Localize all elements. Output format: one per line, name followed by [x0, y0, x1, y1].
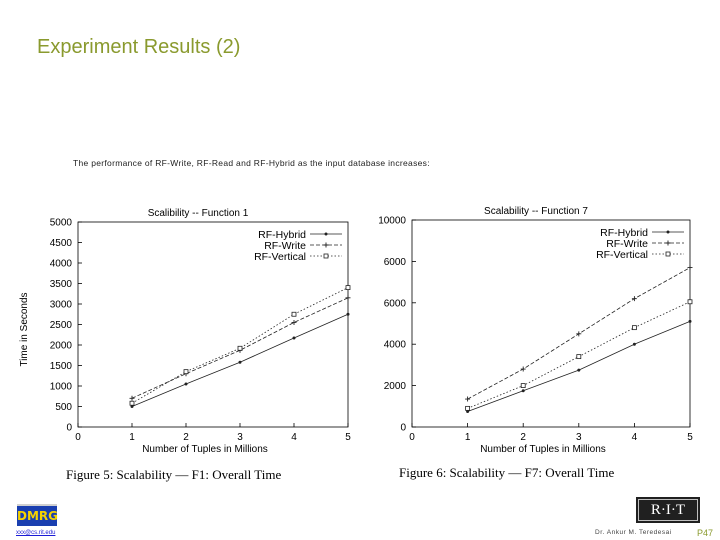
- scalability-f1-chart: [15, 195, 355, 460]
- series-line-rf-hybrid: [132, 314, 348, 406]
- data-point: [130, 396, 135, 401]
- legend-marker: [666, 241, 671, 246]
- data-point: [688, 300, 692, 304]
- data-point: [185, 382, 188, 385]
- data-point: [239, 361, 242, 364]
- y-tick-label: 500: [55, 402, 72, 413]
- rit-logo-text: R·I·T: [638, 499, 698, 521]
- data-point: [293, 337, 296, 340]
- y-tick-label: 6000: [383, 256, 406, 268]
- data-point: [465, 397, 470, 402]
- y-tick-label: 0: [400, 422, 406, 434]
- x-tick-label: 5: [687, 432, 693, 443]
- x-tick-label: 5: [345, 432, 351, 443]
- legend-marker: [666, 252, 670, 256]
- data-point: [292, 320, 297, 325]
- data-point: [346, 295, 351, 300]
- legend-label: RF-Write: [264, 240, 306, 252]
- x-axis-label: Number of Tuples in Millions: [142, 444, 268, 455]
- slide-subtitle: The performance of RF-Write, RF-Read and RF-Hybrid as the input database increases:: [73, 158, 430, 168]
- x-tick-label: 4: [631, 432, 638, 443]
- data-point: [632, 296, 637, 301]
- legend-marker: [324, 254, 328, 258]
- data-point: [466, 406, 470, 410]
- data-point: [689, 320, 692, 323]
- y-tick-label: 2000: [49, 340, 72, 352]
- data-point: [521, 367, 526, 372]
- data-point: [522, 389, 525, 392]
- y-tick-label: 5000: [49, 217, 72, 229]
- y-tick-label: 0: [66, 422, 72, 434]
- x-tick-label: 4: [291, 432, 297, 443]
- chart-title: Scalability -- Function 7: [484, 206, 588, 217]
- legend-label: RF-Vertical: [596, 249, 648, 261]
- y-tick-label: 4500: [49, 238, 72, 249]
- legend-label: RF-Hybrid: [258, 229, 306, 241]
- data-point: [130, 401, 134, 405]
- x-tick-label: 1: [129, 432, 135, 443]
- data-point: [292, 312, 296, 316]
- y-tick-label: 2500: [49, 320, 72, 331]
- x-tick-label: 3: [576, 432, 582, 443]
- data-point: [632, 326, 636, 330]
- data-point: [577, 369, 580, 372]
- y-axis-label: Time in Seconds: [19, 292, 30, 367]
- data-point: [347, 313, 350, 316]
- data-point: [238, 346, 242, 350]
- page-number: P47: [697, 528, 714, 538]
- x-tick-label: 2: [183, 432, 189, 443]
- data-point: [688, 265, 693, 270]
- figure-6-caption: Figure 6: Scalability — F7: Overall Time: [399, 465, 615, 480]
- x-tick-label: 1: [464, 432, 471, 443]
- data-point: [184, 370, 188, 374]
- y-tick-label: 1000: [49, 381, 72, 393]
- data-point: [633, 343, 636, 346]
- slide-title: Experiment Results (2): [37, 36, 241, 58]
- legend-marker: [667, 231, 670, 234]
- plot-frame: [78, 222, 348, 427]
- x-tick-label: 0: [75, 432, 81, 443]
- data-point: [576, 331, 581, 336]
- y-tick-label: 6000: [383, 298, 406, 310]
- legend-marker: [325, 233, 328, 236]
- data-point: [577, 355, 581, 359]
- y-tick-label: 4000: [49, 258, 72, 270]
- y-tick-label: 3000: [49, 299, 72, 311]
- chart-title: Scalibility -- Function 1: [147, 208, 249, 219]
- y-tick-label: 4000: [383, 339, 406, 351]
- legend-label: RF-Hybrid: [600, 227, 648, 239]
- figure-5-caption: Figure 5: Scalability — F1: Overall Time: [66, 467, 282, 482]
- scalability-f7-chart: [365, 195, 695, 460]
- rit-logo: [636, 497, 700, 523]
- series-line-rf-vertical: [132, 288, 348, 404]
- x-tick-label: 3: [237, 432, 243, 443]
- plot-frame: [412, 220, 690, 427]
- author-name: Dr. Ankur M. Teredesai: [595, 529, 672, 536]
- email-link[interactable]: xxx@cs.rit.edu: [16, 530, 56, 536]
- legend-label: RF-Write: [606, 238, 648, 250]
- x-tick-label: 0: [409, 432, 415, 443]
- dmrg-logo: DMRG: [17, 504, 57, 526]
- legend-marker: [324, 243, 329, 248]
- y-tick-label: 3500: [49, 279, 72, 290]
- x-tick-label: 2: [520, 432, 526, 443]
- y-tick-label: 10000: [378, 215, 406, 227]
- x-axis-label: Number of Tuples in Millions: [480, 444, 606, 455]
- y-tick-label: 1500: [49, 361, 72, 372]
- legend-label: RF-Vertical: [254, 251, 306, 263]
- y-tick-label: 2000: [383, 381, 406, 393]
- data-point: [346, 286, 350, 290]
- data-point: [521, 384, 525, 388]
